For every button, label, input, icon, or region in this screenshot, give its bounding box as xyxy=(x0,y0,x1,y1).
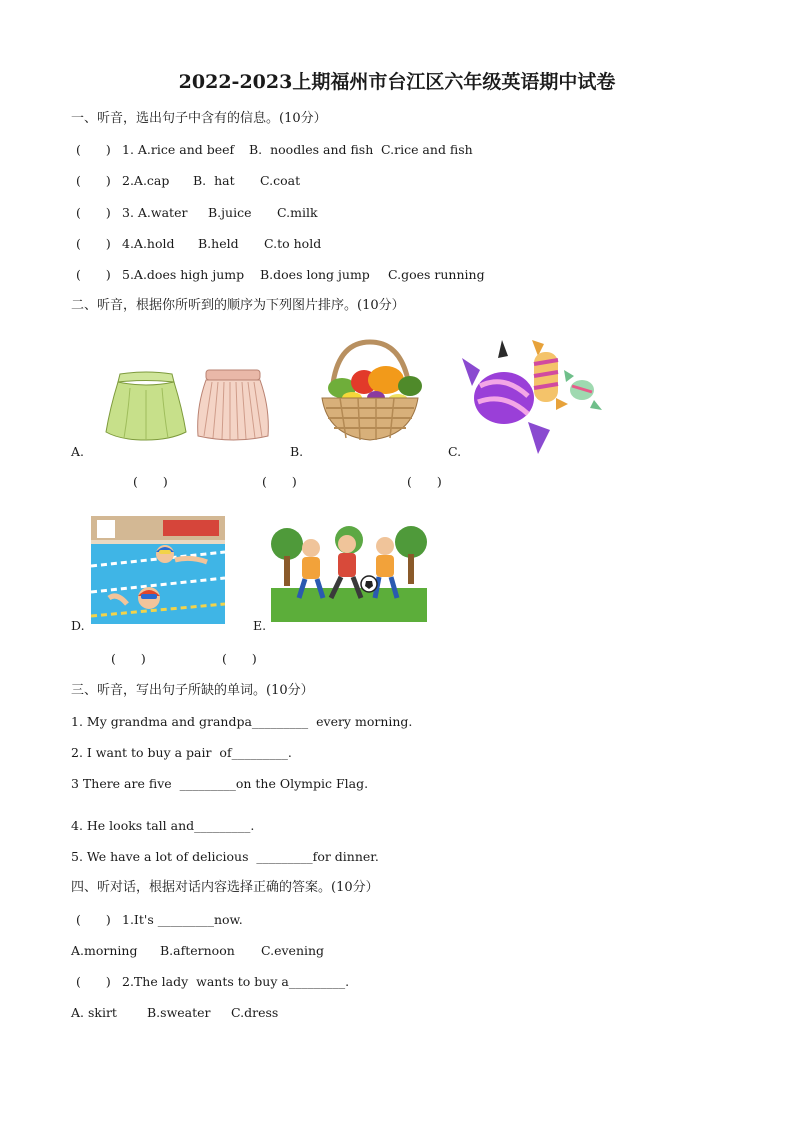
part1-q4-option-a: 4.A.hold xyxy=(122,236,175,251)
part1-q1-paren: ( ) xyxy=(76,142,111,157)
striped-candy-icon xyxy=(532,340,568,410)
part4-q1-paren: ( ) xyxy=(76,912,111,927)
part1-q5-option-c: C.goes running xyxy=(388,267,485,282)
picture-d-label: D. xyxy=(71,618,85,633)
part1-q5-paren: ( ) xyxy=(76,267,111,282)
picture-a-label: A. xyxy=(71,444,85,459)
picture-a-answer-paren[interactable]: ( ) xyxy=(133,474,168,489)
football-game-icon xyxy=(271,522,427,622)
page-title: 2022-2023上期福州市台江区六年级英语期中试卷 xyxy=(178,71,616,93)
part1-q3-paren: ( ) xyxy=(76,205,111,220)
part4-q1-option-b: B.afternoon xyxy=(160,943,235,958)
part3-heading: 三、听音，写出句子所缺的单词。(10分） xyxy=(71,683,314,698)
part4-q2-paren: ( ) xyxy=(76,974,111,989)
part1-q3-option-a: 3. A.water xyxy=(122,205,188,220)
part4-q1-text: 1.It's _________now. xyxy=(122,912,243,927)
part1-q2-option-b: B. hat xyxy=(193,173,235,188)
part4-q1-option-c: C.evening xyxy=(261,943,325,958)
part3-sentence-1: 1. My grandma and grandpa_________ every morning. xyxy=(71,714,413,729)
part4-q2-option-b: B.sweater xyxy=(147,1005,211,1020)
picture-e-label: E. xyxy=(253,618,267,633)
part1-q2-option-c: C.coat xyxy=(260,173,301,188)
part1-q4-option-c: C.to hold xyxy=(264,236,322,251)
part4-q2-option-c: C.dress xyxy=(231,1005,279,1020)
part3-sentence-2: 2. I want to buy a pair of_________. xyxy=(71,745,292,760)
part1-q5-option-a: 5.A.does high jump xyxy=(122,267,245,282)
picture-d-answer-paren[interactable]: ( ) xyxy=(111,651,146,666)
swimming-pool-icon xyxy=(91,516,225,624)
part1-q2-option-a: 2.A.cap xyxy=(122,173,170,188)
pink-pleated-skirt-icon xyxy=(198,370,269,440)
swimming-picture xyxy=(91,516,225,624)
picture-b-label: B. xyxy=(290,444,304,459)
football-picture xyxy=(271,522,427,622)
part1-heading: 一、听音，选出句子中含有的信息。(10分） xyxy=(71,111,327,126)
part4-q2-text: 2.The lady wants to buy a_________. xyxy=(122,974,350,989)
part1-q5-option-b: B.does long jump xyxy=(260,267,370,282)
picture-c-label: C. xyxy=(448,444,462,459)
candies-picture xyxy=(458,330,606,458)
part1-q4-paren: ( ) xyxy=(76,236,111,251)
part3-sentence-4: 4. He looks tall and_________. xyxy=(71,818,255,833)
part4-heading: 四、听对话，根据对话内容选择正确的答案。(10分） xyxy=(71,880,379,895)
fruit-basket-icon xyxy=(322,342,422,440)
part3-sentence-5: 5. We have a lot of delicious _________for dinner. xyxy=(71,849,379,864)
skirts-picture xyxy=(100,368,272,444)
part1-q2-paren: ( ) xyxy=(76,173,111,188)
picture-e-answer-paren[interactable]: ( ) xyxy=(222,651,257,666)
small-candy-icon xyxy=(564,370,602,410)
part1-q1-option-c: C.rice and fish xyxy=(381,142,473,157)
part1-q4-option-b: B.held xyxy=(198,236,239,251)
part1-q3-option-b: B.juice xyxy=(208,205,252,220)
green-skirt-icon xyxy=(106,372,186,440)
picture-c-answer-paren[interactable]: ( ) xyxy=(407,474,442,489)
part3-sentence-3: 3 There are five _________on the Olympic Flag. xyxy=(71,776,369,791)
picture-b-answer-paren[interactable]: ( ) xyxy=(262,474,297,489)
part4-q1-option-a: A.morning xyxy=(71,943,138,958)
part1-q1-option-b: B. noodles and fish xyxy=(249,142,374,157)
part4-q2-option-a: A. skirt xyxy=(71,1005,117,1020)
part1-q1-option-a: 1. A.rice and beef xyxy=(122,142,235,157)
part2-heading: 二、听音，根据你所听到的顺序为下列图片排序。(10分） xyxy=(71,298,405,313)
part1-q3-option-c: C.milk xyxy=(277,205,318,220)
fruit-basket-picture xyxy=(306,336,434,446)
